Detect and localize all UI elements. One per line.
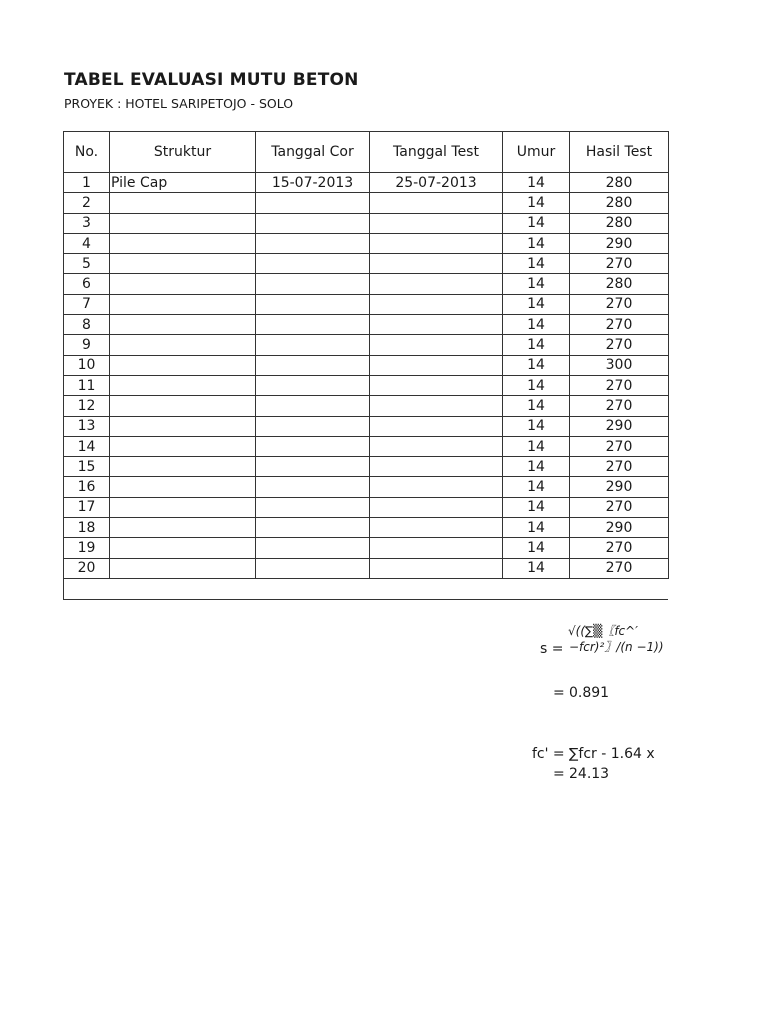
cell-struktur <box>110 193 256 213</box>
cell-tanggal-cor <box>256 254 370 274</box>
s-value: 0.891 <box>569 685 610 701</box>
cell-struktur <box>110 274 256 294</box>
cell-tanggal-cor <box>256 193 370 213</box>
cell-hasil-test: 270 <box>570 315 669 335</box>
s-value-equals: = <box>553 685 565 701</box>
table-body <box>64 173 669 579</box>
cell-tanggal-test <box>370 193 503 213</box>
cell-umur: 14 <box>503 416 570 436</box>
document-title: TABEL EVALUASI MUTU BETON <box>64 70 359 90</box>
cell-struktur <box>110 558 256 578</box>
fc-formula-expression: ∑fcr - 1.64 x <box>569 746 655 762</box>
cell-umur: 14 <box>503 233 570 253</box>
cell-struktur <box>110 254 256 274</box>
cell-hasil-test: 280 <box>570 193 669 213</box>
cell-tanggal-cor <box>256 538 370 558</box>
cell-umur: 14 <box>503 355 570 375</box>
cell-struktur <box>110 477 256 497</box>
table-header-row <box>64 132 669 173</box>
cell-no: 4 <box>64 233 110 253</box>
cell-no: 6 <box>64 274 110 294</box>
cell-tanggal-test <box>370 457 503 477</box>
cell-tanggal-cor <box>256 355 370 375</box>
cell-tanggal-cor <box>256 335 370 355</box>
cell-tanggal-cor: 15-07-2013 <box>256 173 370 193</box>
s-formula-line2: −fcr)²〗/(n −1)) <box>569 640 664 654</box>
table-row <box>64 538 669 558</box>
cell-no: 20 <box>64 558 110 578</box>
cell-umur: 14 <box>503 335 570 355</box>
fc-value: 24.13 <box>569 766 610 782</box>
cell-tanggal-cor <box>256 497 370 517</box>
table-row <box>64 375 669 395</box>
cell-struktur <box>110 294 256 314</box>
cell-hasil-test: 290 <box>570 477 669 497</box>
col-header-tanggal-test: Tanggal Test <box>370 132 503 173</box>
col-header-struktur: Struktur <box>110 132 256 173</box>
cell-tanggal-test <box>370 355 503 375</box>
fc-value-equals: = <box>553 766 565 782</box>
cell-no: 13 <box>64 416 110 436</box>
cell-no: 14 <box>64 436 110 456</box>
cell-hasil-test: 270 <box>570 436 669 456</box>
cell-tanggal-test <box>370 558 503 578</box>
s-formula-line1: √((∑▒〖fc^′ <box>568 624 638 638</box>
cell-hasil-test: 300 <box>570 355 669 375</box>
cell-tanggal-cor <box>256 436 370 456</box>
cell-umur: 14 <box>503 254 570 274</box>
cell-hasil-test: 270 <box>570 254 669 274</box>
cell-hasil-test: 280 <box>570 173 669 193</box>
cell-hasil-test: 280 <box>570 274 669 294</box>
col-header-tanggal-cor: Tanggal Cor <box>256 132 370 173</box>
cell-struktur <box>110 213 256 233</box>
s-formula-label: s = <box>540 641 564 657</box>
cell-tanggal-test <box>370 213 503 233</box>
cell-struktur <box>110 375 256 395</box>
cell-no: 11 <box>64 375 110 395</box>
fc-formula-label: fc' = <box>532 746 565 762</box>
cell-umur: 14 <box>503 213 570 233</box>
cell-hasil-test: 270 <box>570 396 669 416</box>
col-header-umur: Umur <box>503 132 570 173</box>
table-row <box>64 416 669 436</box>
cell-struktur <box>110 233 256 253</box>
cell-tanggal-cor <box>256 213 370 233</box>
cell-tanggal-cor <box>256 315 370 335</box>
cell-tanggal-test <box>370 396 503 416</box>
cell-hasil-test: 270 <box>570 538 669 558</box>
cell-umur: 14 <box>503 396 570 416</box>
table-row <box>64 355 669 375</box>
table-row <box>64 173 669 193</box>
cell-umur: 14 <box>503 538 570 558</box>
col-header-hasil-test: Hasil Test <box>570 132 669 173</box>
cell-no: 19 <box>64 538 110 558</box>
cell-umur: 14 <box>503 457 570 477</box>
evaluation-table <box>63 131 669 579</box>
cell-no: 12 <box>64 396 110 416</box>
cell-hasil-test: 270 <box>570 497 669 517</box>
table-row <box>64 315 669 335</box>
cell-no: 9 <box>64 335 110 355</box>
cell-struktur <box>110 538 256 558</box>
cell-tanggal-test <box>370 315 503 335</box>
table-row <box>64 457 669 477</box>
table-footer-row <box>63 579 668 600</box>
cell-umur: 14 <box>503 315 570 335</box>
cell-no: 16 <box>64 477 110 497</box>
cell-tanggal-test <box>370 497 503 517</box>
cell-hasil-test: 270 <box>570 558 669 578</box>
cell-struktur <box>110 416 256 436</box>
cell-umur: 14 <box>503 477 570 497</box>
cell-tanggal-cor <box>256 396 370 416</box>
table-row <box>64 274 669 294</box>
cell-umur: 14 <box>503 497 570 517</box>
cell-tanggal-test <box>370 436 503 456</box>
cell-umur: 14 <box>503 173 570 193</box>
cell-struktur: Pile Cap <box>110 173 256 193</box>
cell-struktur <box>110 518 256 538</box>
cell-hasil-test: 290 <box>570 233 669 253</box>
table-row <box>64 233 669 253</box>
cell-umur: 14 <box>503 294 570 314</box>
cell-tanggal-test <box>370 375 503 395</box>
cell-tanggal-test <box>370 416 503 436</box>
cell-tanggal-cor <box>256 233 370 253</box>
cell-tanggal-cor <box>256 558 370 578</box>
table-row <box>64 477 669 497</box>
cell-no: 18 <box>64 518 110 538</box>
cell-no: 1 <box>64 173 110 193</box>
cell-no: 5 <box>64 254 110 274</box>
cell-umur: 14 <box>503 558 570 578</box>
cell-struktur <box>110 457 256 477</box>
table-row <box>64 558 669 578</box>
table-row <box>64 518 669 538</box>
cell-tanggal-test <box>370 233 503 253</box>
table-row <box>64 335 669 355</box>
cell-hasil-test: 270 <box>570 294 669 314</box>
cell-hasil-test: 290 <box>570 416 669 436</box>
cell-struktur <box>110 335 256 355</box>
cell-hasil-test: 270 <box>570 375 669 395</box>
cell-tanggal-test <box>370 477 503 497</box>
cell-tanggal-cor <box>256 457 370 477</box>
cell-hasil-test: 270 <box>570 457 669 477</box>
cell-hasil-test: 290 <box>570 518 669 538</box>
cell-tanggal-cor <box>256 375 370 395</box>
cell-struktur <box>110 497 256 517</box>
cell-no: 10 <box>64 355 110 375</box>
cell-tanggal-cor <box>256 294 370 314</box>
cell-no: 2 <box>64 193 110 213</box>
table-row <box>64 396 669 416</box>
cell-tanggal-test <box>370 335 503 355</box>
table-row <box>64 497 669 517</box>
col-header-no: No. <box>64 132 110 173</box>
cell-tanggal-test <box>370 294 503 314</box>
cell-no: 7 <box>64 294 110 314</box>
cell-struktur <box>110 315 256 335</box>
table-row <box>64 213 669 233</box>
cell-tanggal-cor <box>256 518 370 538</box>
table-row <box>64 193 669 213</box>
cell-hasil-test: 280 <box>570 213 669 233</box>
project-subtitle: PROYEK : HOTEL SARIPETOJO - SOLO <box>64 96 294 111</box>
cell-tanggal-cor <box>256 477 370 497</box>
cell-umur: 14 <box>503 375 570 395</box>
cell-no: 15 <box>64 457 110 477</box>
table-row <box>64 294 669 314</box>
cell-tanggal-test <box>370 518 503 538</box>
cell-tanggal-cor <box>256 274 370 294</box>
cell-no: 17 <box>64 497 110 517</box>
cell-umur: 14 <box>503 193 570 213</box>
cell-tanggal-test <box>370 538 503 558</box>
cell-tanggal-test <box>370 274 503 294</box>
cell-struktur <box>110 396 256 416</box>
cell-tanggal-test: 25-07-2013 <box>370 173 503 193</box>
cell-tanggal-cor <box>256 416 370 436</box>
cell-umur: 14 <box>503 436 570 456</box>
cell-struktur <box>110 436 256 456</box>
cell-tanggal-test <box>370 254 503 274</box>
cell-hasil-test: 270 <box>570 335 669 355</box>
table-row <box>64 254 669 274</box>
cell-umur: 14 <box>503 518 570 538</box>
cell-struktur <box>110 355 256 375</box>
cell-no: 3 <box>64 213 110 233</box>
table-row <box>64 436 669 456</box>
cell-umur: 14 <box>503 274 570 294</box>
cell-no: 8 <box>64 315 110 335</box>
